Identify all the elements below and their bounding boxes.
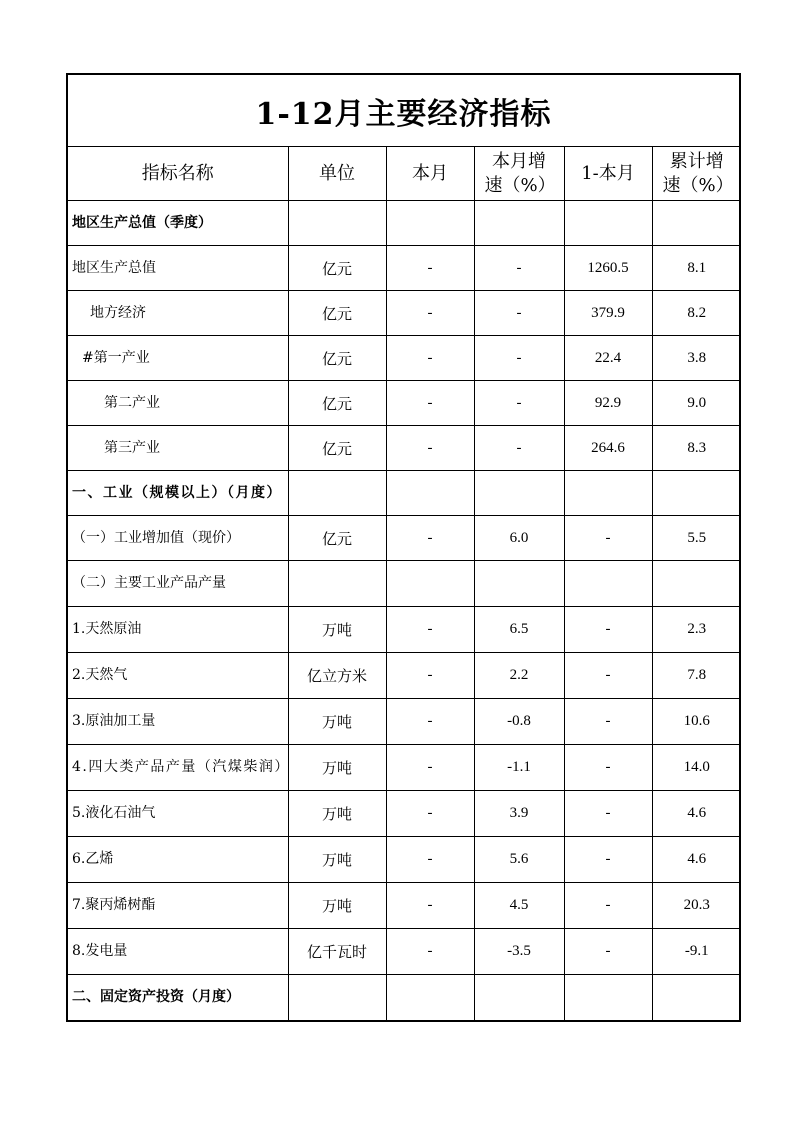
- cell-ytd-growth: 20.3: [652, 883, 741, 929]
- cell-month-growth: [474, 975, 564, 1021]
- cell-indicator-name: 6.乙烯: [68, 837, 288, 883]
- cell-ytd-growth: 2.3: [652, 607, 741, 653]
- cell-indicator-name: #第一产业: [68, 336, 288, 381]
- table-row: [68, 426, 741, 471]
- cell-month-growth: [474, 471, 564, 516]
- table-row: [68, 471, 741, 516]
- cell-month: -: [386, 791, 474, 837]
- cell-ytd-growth: 9.0: [652, 381, 741, 426]
- cell-month-growth: [474, 201, 564, 246]
- cell-month: [386, 561, 474, 607]
- cell-indicator-name: 1.天然原油: [68, 607, 288, 653]
- cell-month: -: [386, 745, 474, 791]
- cell-indicator-name: 第二产业: [68, 381, 288, 426]
- table-body: [68, 201, 741, 1021]
- cell-unit: 万吨: [288, 699, 386, 745]
- cell-indicator-name: 第三产业: [68, 426, 288, 471]
- cell-month-growth: -: [474, 381, 564, 426]
- cell-ytd: [564, 975, 652, 1021]
- table-row: [68, 336, 741, 381]
- cell-ytd-growth: 4.6: [652, 837, 741, 883]
- table-row: [68, 745, 741, 791]
- cell-indicator-name: 二、固定资产投资（月度）: [68, 975, 288, 1021]
- cell-unit: 亿元: [288, 291, 386, 336]
- cell-unit: 万吨: [288, 791, 386, 837]
- cell-ytd: [564, 561, 652, 607]
- table-row: [68, 246, 741, 291]
- cell-month-growth: -1.1: [474, 745, 564, 791]
- table-row: [68, 291, 741, 336]
- cell-ytd-growth: [652, 201, 741, 246]
- cell-ytd-growth: 3.8: [652, 336, 741, 381]
- table-row: [68, 975, 741, 1021]
- cell-month-growth: 6.0: [474, 516, 564, 561]
- cell-indicator-name: （二）主要工业产品产量: [68, 561, 288, 607]
- cell-unit: 万吨: [288, 837, 386, 883]
- cell-ytd-growth: -9.1: [652, 929, 741, 975]
- table-row: [68, 837, 741, 883]
- cell-indicator-name: 地区生产总值（季度）: [68, 201, 288, 246]
- cell-unit: 亿千瓦时: [288, 929, 386, 975]
- cell-unit: 亿元: [288, 336, 386, 381]
- cell-unit: [288, 975, 386, 1021]
- cell-indicator-name: 5.液化石油气: [68, 791, 288, 837]
- header-row: [68, 147, 741, 201]
- cell-month: [386, 471, 474, 516]
- cell-unit: 亿元: [288, 381, 386, 426]
- cell-month: [386, 201, 474, 246]
- cell-month-growth: -: [474, 426, 564, 471]
- table-row: [68, 561, 741, 607]
- cell-month: -: [386, 929, 474, 975]
- cell-ytd-growth: 7.8: [652, 653, 741, 699]
- cell-ytd-growth: 8.3: [652, 426, 741, 471]
- cell-ytd: -: [564, 837, 652, 883]
- cell-month-growth: 3.9: [474, 791, 564, 837]
- cell-ytd-growth: [652, 975, 741, 1021]
- header-unit: 单位: [288, 147, 386, 201]
- cell-indicator-name: 地区生产总值: [68, 246, 288, 291]
- cell-month-growth: 2.2: [474, 653, 564, 699]
- header-month: 本月: [386, 147, 474, 201]
- cell-month-growth: 4.5: [474, 883, 564, 929]
- table-row: [68, 201, 741, 246]
- cell-ytd: 1260.5: [564, 246, 652, 291]
- cell-ytd-growth: 10.6: [652, 699, 741, 745]
- cell-ytd: -: [564, 929, 652, 975]
- cell-month-growth: 5.6: [474, 837, 564, 883]
- cell-ytd-growth: 4.6: [652, 791, 741, 837]
- cell-ytd: [564, 201, 652, 246]
- cell-month: -: [386, 381, 474, 426]
- cell-ytd: -: [564, 516, 652, 561]
- cell-ytd: 92.9: [564, 381, 652, 426]
- cell-ytd: -: [564, 791, 652, 837]
- cell-ytd: -: [564, 653, 652, 699]
- cell-month-growth: -: [474, 336, 564, 381]
- cell-indicator-name: 4.四大类产品产量（汽煤柴润）: [68, 745, 288, 791]
- cell-ytd: 22.4: [564, 336, 652, 381]
- cell-month: [386, 975, 474, 1021]
- header-ytd-growth: 累计增速（%）: [652, 147, 741, 201]
- cell-indicator-name: 3.原油加工量: [68, 699, 288, 745]
- table-row: [68, 653, 741, 699]
- header-ytd: 1-本月: [564, 147, 652, 201]
- cell-month: -: [386, 699, 474, 745]
- indicator-sheet: [66, 73, 741, 1022]
- cell-month: -: [386, 291, 474, 336]
- cell-unit: [288, 201, 386, 246]
- cell-indicator-name: 一、工业（规模以上）（月度）: [68, 471, 288, 516]
- cell-month-growth: 6.5: [474, 607, 564, 653]
- cell-unit: 万吨: [288, 745, 386, 791]
- table-row: [68, 516, 741, 561]
- cell-ytd-growth: [652, 471, 741, 516]
- cell-ytd-growth: 14.0: [652, 745, 741, 791]
- table-row: [68, 883, 741, 929]
- table-row: [68, 929, 741, 975]
- cell-indicator-name: 地方经济: [68, 291, 288, 336]
- cell-month: -: [386, 607, 474, 653]
- cell-unit: 万吨: [288, 607, 386, 653]
- cell-month-growth: [474, 561, 564, 607]
- cell-indicator-name: 2.天然气: [68, 653, 288, 699]
- cell-month-growth: -3.5: [474, 929, 564, 975]
- cell-month: -: [386, 837, 474, 883]
- cell-ytd: 264.6: [564, 426, 652, 471]
- cell-month-growth: -0.8: [474, 699, 564, 745]
- cell-ytd-growth: 5.5: [652, 516, 741, 561]
- indicator-table: [68, 147, 741, 1020]
- header-month-growth: 本月增速（%）: [474, 147, 564, 201]
- cell-unit: [288, 471, 386, 516]
- cell-ytd: -: [564, 745, 652, 791]
- cell-unit: 亿元: [288, 246, 386, 291]
- cell-ytd: [564, 471, 652, 516]
- cell-unit: 亿元: [288, 516, 386, 561]
- cell-indicator-name: 8.发电量: [68, 929, 288, 975]
- cell-month-growth: -: [474, 291, 564, 336]
- cell-ytd: -: [564, 699, 652, 745]
- cell-month: -: [386, 653, 474, 699]
- cell-unit: [288, 561, 386, 607]
- cell-unit: 亿元: [288, 426, 386, 471]
- cell-month: -: [386, 336, 474, 381]
- cell-month: -: [386, 426, 474, 471]
- page-title: 1-12月主要经济指标: [68, 75, 739, 147]
- cell-ytd: -: [564, 607, 652, 653]
- cell-month: -: [386, 883, 474, 929]
- cell-month: -: [386, 516, 474, 561]
- cell-unit: 亿立方米: [288, 653, 386, 699]
- cell-unit: 万吨: [288, 883, 386, 929]
- table-row: [68, 699, 741, 745]
- cell-ytd: -: [564, 883, 652, 929]
- header-indicator-name: 指标名称: [68, 147, 288, 201]
- cell-ytd-growth: 8.1: [652, 246, 741, 291]
- cell-indicator-name: （一）工业增加值（现价）: [68, 516, 288, 561]
- cell-indicator-name: 7.聚丙烯树酯: [68, 883, 288, 929]
- table-row: [68, 381, 741, 426]
- cell-month-growth: -: [474, 246, 564, 291]
- table-row: [68, 607, 741, 653]
- cell-ytd: 379.9: [564, 291, 652, 336]
- table-row: [68, 791, 741, 837]
- cell-ytd-growth: [652, 561, 741, 607]
- cell-ytd-growth: 8.2: [652, 291, 741, 336]
- cell-month: -: [386, 246, 474, 291]
